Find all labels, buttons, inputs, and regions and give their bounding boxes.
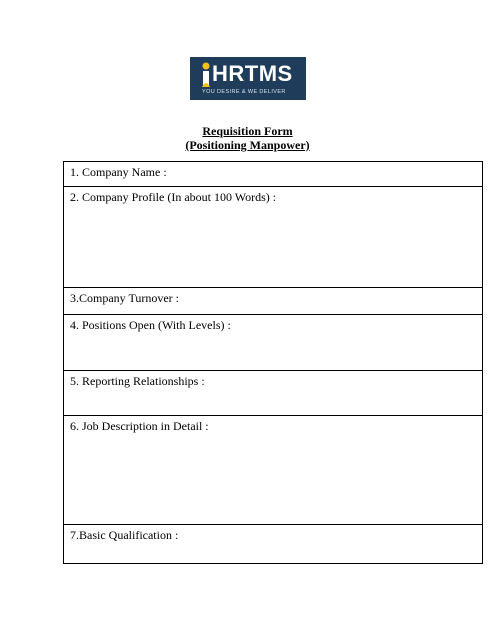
field-row-positions-open [64, 315, 483, 371]
form-title: Requisition Form [202, 124, 293, 138]
field-positions-open[interactable] [64, 315, 483, 371]
field-label: 2. Company Profile (In about 100 Words) : [70, 190, 277, 204]
company-logo [190, 57, 306, 100]
field-row-company-profile [64, 187, 483, 288]
field-row-reporting-relationships [64, 371, 483, 416]
field-label: 7.Basic Qualification : [70, 528, 179, 542]
field-label: 6. Job Description in Detail : [70, 419, 209, 433]
field-label: 5. Reporting Relationships : [70, 374, 205, 388]
logo-brand-text: HRTMS [212, 61, 293, 86]
field-company-profile[interactable] [64, 187, 483, 288]
field-company-name[interactable] [64, 162, 483, 187]
form-subtitle: (Positioning Manpower) [185, 138, 310, 152]
field-row-job-description [64, 416, 483, 525]
field-basic-qualification[interactable] [64, 525, 483, 564]
field-label: 3.Company Turnover : [70, 291, 180, 305]
field-label: 1. Company Name : [70, 165, 167, 179]
logo-tagline: YOU DESIRE & WE DELIVER [202, 89, 286, 95]
field-row-company-name [64, 162, 483, 187]
field-job-description[interactable] [64, 416, 483, 525]
field-company-turnover[interactable] [64, 288, 483, 315]
field-label: 4. Positions Open (With Levels) : [70, 318, 231, 332]
field-row-company-turnover [64, 288, 483, 315]
field-reporting-relationships[interactable] [64, 371, 483, 416]
field-row-basic-qualification [64, 525, 483, 564]
requisition-form-table [63, 161, 483, 564]
